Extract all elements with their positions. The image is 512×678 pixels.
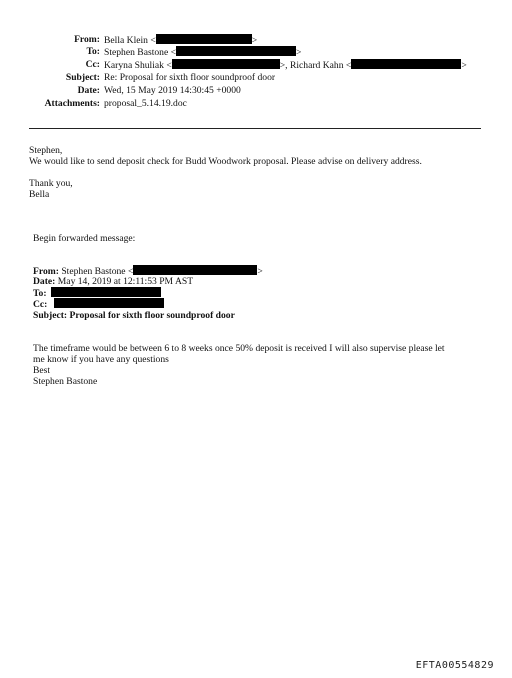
date-value: Wed, 15 May 2019 14:30:45 +0000 bbox=[104, 85, 241, 96]
close-bracket: > bbox=[257, 266, 263, 277]
greeting: Stephen, bbox=[29, 145, 63, 156]
redaction-bar bbox=[51, 287, 161, 297]
redaction-bar bbox=[172, 59, 280, 69]
fwd-to-label: To: bbox=[33, 288, 47, 299]
fwd-closing: Best bbox=[33, 365, 51, 376]
header-divider bbox=[29, 128, 481, 129]
redaction-bar bbox=[133, 265, 257, 275]
fwd-subject-value: Proposal for sixth floor soundproof door bbox=[69, 310, 235, 321]
body-line: We would like to send deposit check for Budd Woodwork proposal. Please advise on delivery address. bbox=[29, 156, 422, 167]
from-name: Bella Klein < bbox=[104, 35, 156, 46]
fwd-cc-label: Cc: bbox=[33, 299, 48, 310]
fwd-subject-label: Subject: bbox=[33, 310, 68, 321]
forwarded-intro: Begin forwarded message: bbox=[33, 233, 136, 244]
fwd-date-value: May 14, 2019 at 12:11:53 PM AST bbox=[57, 276, 194, 287]
document-id: EFTA00554829 bbox=[415, 660, 494, 671]
signature: Bella bbox=[29, 189, 50, 200]
from-label: From: bbox=[74, 34, 100, 45]
redaction-bar bbox=[351, 59, 461, 69]
cc-name-1: Karyna Shuliak < bbox=[104, 60, 172, 71]
redaction-bar bbox=[54, 298, 164, 308]
attachments-label: Attachments: bbox=[44, 98, 100, 109]
close-bracket: > bbox=[251, 35, 258, 46]
close-bracket: > bbox=[296, 47, 302, 58]
cc-value bbox=[104, 59, 467, 72]
redaction-bar bbox=[176, 46, 296, 56]
attachment-link[interactable]: proposal_5.14.19.doc bbox=[104, 98, 187, 109]
fwd-para-line: me know if you have any questions bbox=[33, 354, 169, 365]
close-bracket: > bbox=[461, 60, 467, 71]
subject-label: Subject: bbox=[65, 72, 100, 83]
fwd-para-line: The timeframe would be between 6 to 8 weeks once 50% deposit is received I will also supervise please let bbox=[33, 343, 445, 354]
subject-value: Re: Proposal for sixth floor soundproof door bbox=[104, 72, 276, 83]
signoff: Thank you, bbox=[29, 178, 73, 189]
cc-label: Cc: bbox=[85, 59, 100, 70]
fwd-subject-row bbox=[33, 310, 235, 322]
to-value bbox=[104, 46, 301, 59]
cc-name-2: >, Richard Kahn < bbox=[279, 60, 352, 71]
date-label: Date: bbox=[77, 85, 100, 96]
fwd-date-label: Date: bbox=[33, 276, 56, 287]
fwd-from-label: From: bbox=[33, 266, 59, 277]
to-name: Stephen Bastone < bbox=[104, 47, 177, 58]
redaction-bar bbox=[156, 34, 252, 44]
fwd-from-value: Stephen Bastone < bbox=[61, 266, 134, 277]
to-label: To: bbox=[86, 46, 100, 57]
fwd-signature: Stephen Bastone bbox=[33, 376, 98, 387]
